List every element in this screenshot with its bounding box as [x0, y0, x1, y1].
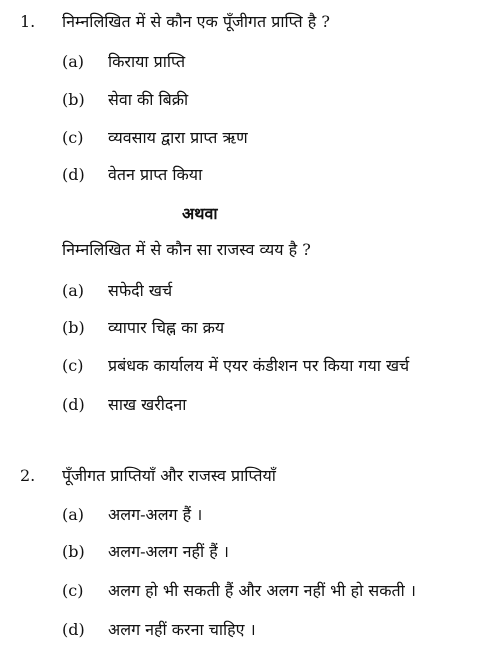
question-1-alt-option-a-text: सफेदी खर्च [108, 281, 173, 300]
question-2-option-b-label: (b) [62, 542, 85, 561]
question-2-text: पूँजीगत प्राप्तियाँ और राजस्व प्राप्तियाँ [62, 466, 276, 485]
question-2-option-c-text: अलग हो भी सकती हैं और अलग नहीं भी हो सकती । [108, 581, 416, 600]
question-1-text: निम्नलिखित में से कौन एक पूँजीगत प्राप्ति है ? [62, 12, 330, 31]
question-2-option-d-text: अलग नहीं करना चाहिए । [108, 620, 256, 639]
question-2-option-d-label: (d) [62, 620, 85, 639]
question-1-alt-option-d-label: (d) [62, 395, 85, 414]
question-1-alt-option-d-text: साख खरीदना [108, 395, 187, 414]
question-1-option-c-text: व्यवसाय द्वारा प्राप्त ऋण [108, 128, 248, 147]
question-1-alt-option-c-text: प्रबंधक कार्यालय में एयर कंडीशन पर किया गया खर्च [108, 356, 410, 375]
question-2-number: 2. [20, 466, 36, 485]
question-2-option-a-text: अलग-अलग हैं । [108, 505, 203, 524]
or-separator: अथवा [182, 204, 218, 223]
question-2-option-c-label: (c) [62, 581, 84, 600]
question-1-alt-option-c-label: (c) [62, 356, 84, 375]
question-1-alt-option-b-label: (b) [62, 318, 85, 337]
question-1-alt-text: निम्नलिखित में से कौन सा राजस्व व्यय है ? [62, 240, 311, 259]
question-1-option-d-label: (d) [62, 165, 85, 184]
question-1-option-c-label: (c) [62, 128, 84, 147]
question-1-option-b-text: सेवा की बिक्री [108, 90, 189, 109]
question-1-alt-option-a-label: (a) [62, 281, 85, 300]
question-1-option-a-text: किराया प्राप्ति [108, 52, 186, 71]
question-1-number: 1. [20, 12, 36, 31]
question-2-option-a-label: (a) [62, 505, 85, 524]
question-1-option-d-text: वेतन प्राप्त किया [108, 165, 203, 184]
question-2-option-b-text: अलग-अलग नहीं हैं । [108, 542, 229, 561]
question-1-option-a-label: (a) [62, 52, 85, 71]
question-1-option-b-label: (b) [62, 90, 85, 109]
question-1-alt-option-b-text: व्यापार चिह्न का क्रय [108, 318, 225, 337]
